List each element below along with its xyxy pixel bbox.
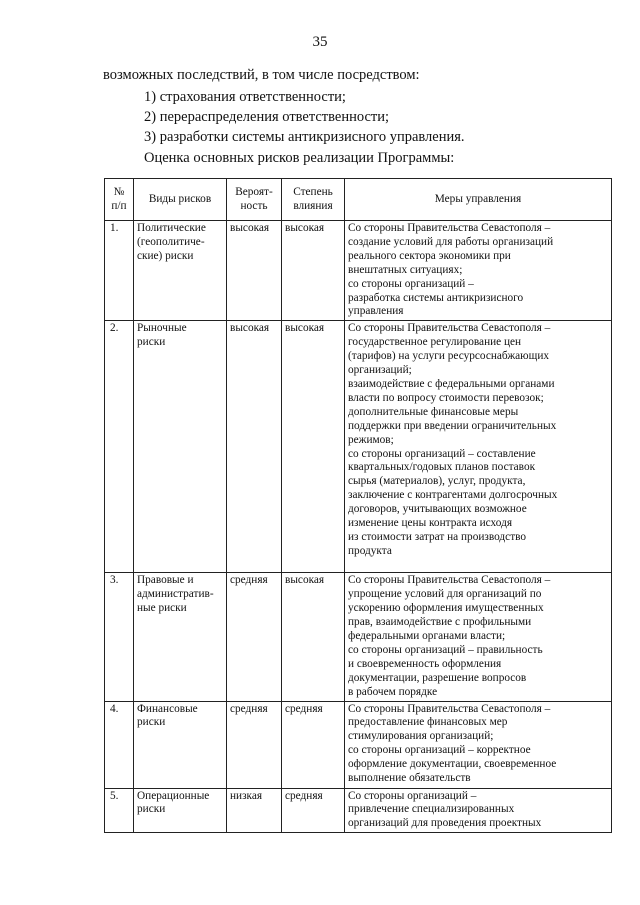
cell-measures: Со стороны Правительства Севастополя – государственное регулирование цен (тарифов) на услуги ресурсоснабжающих организаций; взаимодействие с федеральными органами власти по вопросу стоимости перевозок; дополнительные финансовые меры поддержки при введении ограничительных режимов; со стороны организаций – составление квартальных/годовых планов поставок сырья (материалов), услуг, продукта, заключение с контрагентами долгосрочных договоров, учитывающих возможное изменение цены контракта исходя из стоимости затрат на производство продукта	[345, 321, 612, 573]
cell-measures: Со стороны организаций – привлечение специализированных организаций для проведения проектных	[345, 788, 612, 833]
table-row	[105, 701, 612, 788]
cell-probability: высокая	[227, 221, 282, 321]
header-num: № п/п	[105, 179, 134, 221]
table-row	[105, 221, 612, 321]
page-number: 35	[312, 34, 328, 50]
cell-num: 1.	[105, 221, 134, 321]
cell-risk-type: Операционные риски	[134, 788, 227, 833]
table-row	[105, 788, 612, 833]
table-row	[105, 321, 612, 573]
cell-probability: средняя	[227, 701, 282, 788]
list-item: 3) разработки системы антикризисного управления.	[144, 129, 465, 145]
header-impact: Степень влияния	[282, 179, 345, 221]
cell-probability: высокая	[227, 321, 282, 573]
cell-risk-type: Рыночные риски	[134, 321, 227, 573]
cell-probability: средняя	[227, 573, 282, 701]
cell-probability: низкая	[227, 788, 282, 833]
list-item: 2) перераспределения ответственности;	[144, 109, 390, 125]
risk-table	[104, 178, 612, 833]
header-probability: Вероят- ность	[227, 179, 282, 221]
cell-impact: высокая	[282, 573, 345, 701]
cell-risk-type: Финансовые риски	[134, 701, 227, 788]
assessment-title: Оценка основных рисков реализации Программы:	[144, 150, 455, 166]
cell-num: 5.	[105, 788, 134, 833]
cell-measures: Со стороны Правительства Севастополя – создание условий для работы организаций реального сектора экономики при внештатных ситуациях; со стороны организаций – разработка системы антикризисного управления	[345, 221, 612, 321]
cell-num: 2.	[105, 321, 134, 573]
table-header-row	[105, 179, 612, 221]
header-risk-type: Виды рисков	[134, 179, 227, 221]
cell-measures: Со стороны Правительства Севастополя – упрощение условий для организаций по ускорению оформления имущественных прав, взаимодействие с профильными федеральными органами власти; со стороны организаций – правильность и своевременность оформления документации, разрешение вопросов в рабочем порядке	[345, 573, 612, 701]
list-item: 1) страхования ответственности;	[144, 89, 346, 105]
table-row	[105, 573, 612, 701]
cell-risk-type: Политические (геополитиче- ские) риски	[134, 221, 227, 321]
cell-num: 3.	[105, 573, 134, 701]
cell-measures: Со стороны Правительства Севастополя – предоставление финансовых мер стимулирования организаций; со стороны организаций – корректное оформление документации, своевременное выполнение обязательств	[345, 701, 612, 788]
intro-text: возможных последствий, в том числе посредством:	[103, 67, 420, 83]
cell-impact: высокая	[282, 321, 345, 573]
header-measures: Меры управления	[345, 179, 612, 221]
cell-impact: средняя	[282, 701, 345, 788]
cell-num: 4.	[105, 701, 134, 788]
cell-impact: средняя	[282, 788, 345, 833]
cell-risk-type: Правовые и административ- ные риски	[134, 573, 227, 701]
cell-impact: высокая	[282, 221, 345, 321]
